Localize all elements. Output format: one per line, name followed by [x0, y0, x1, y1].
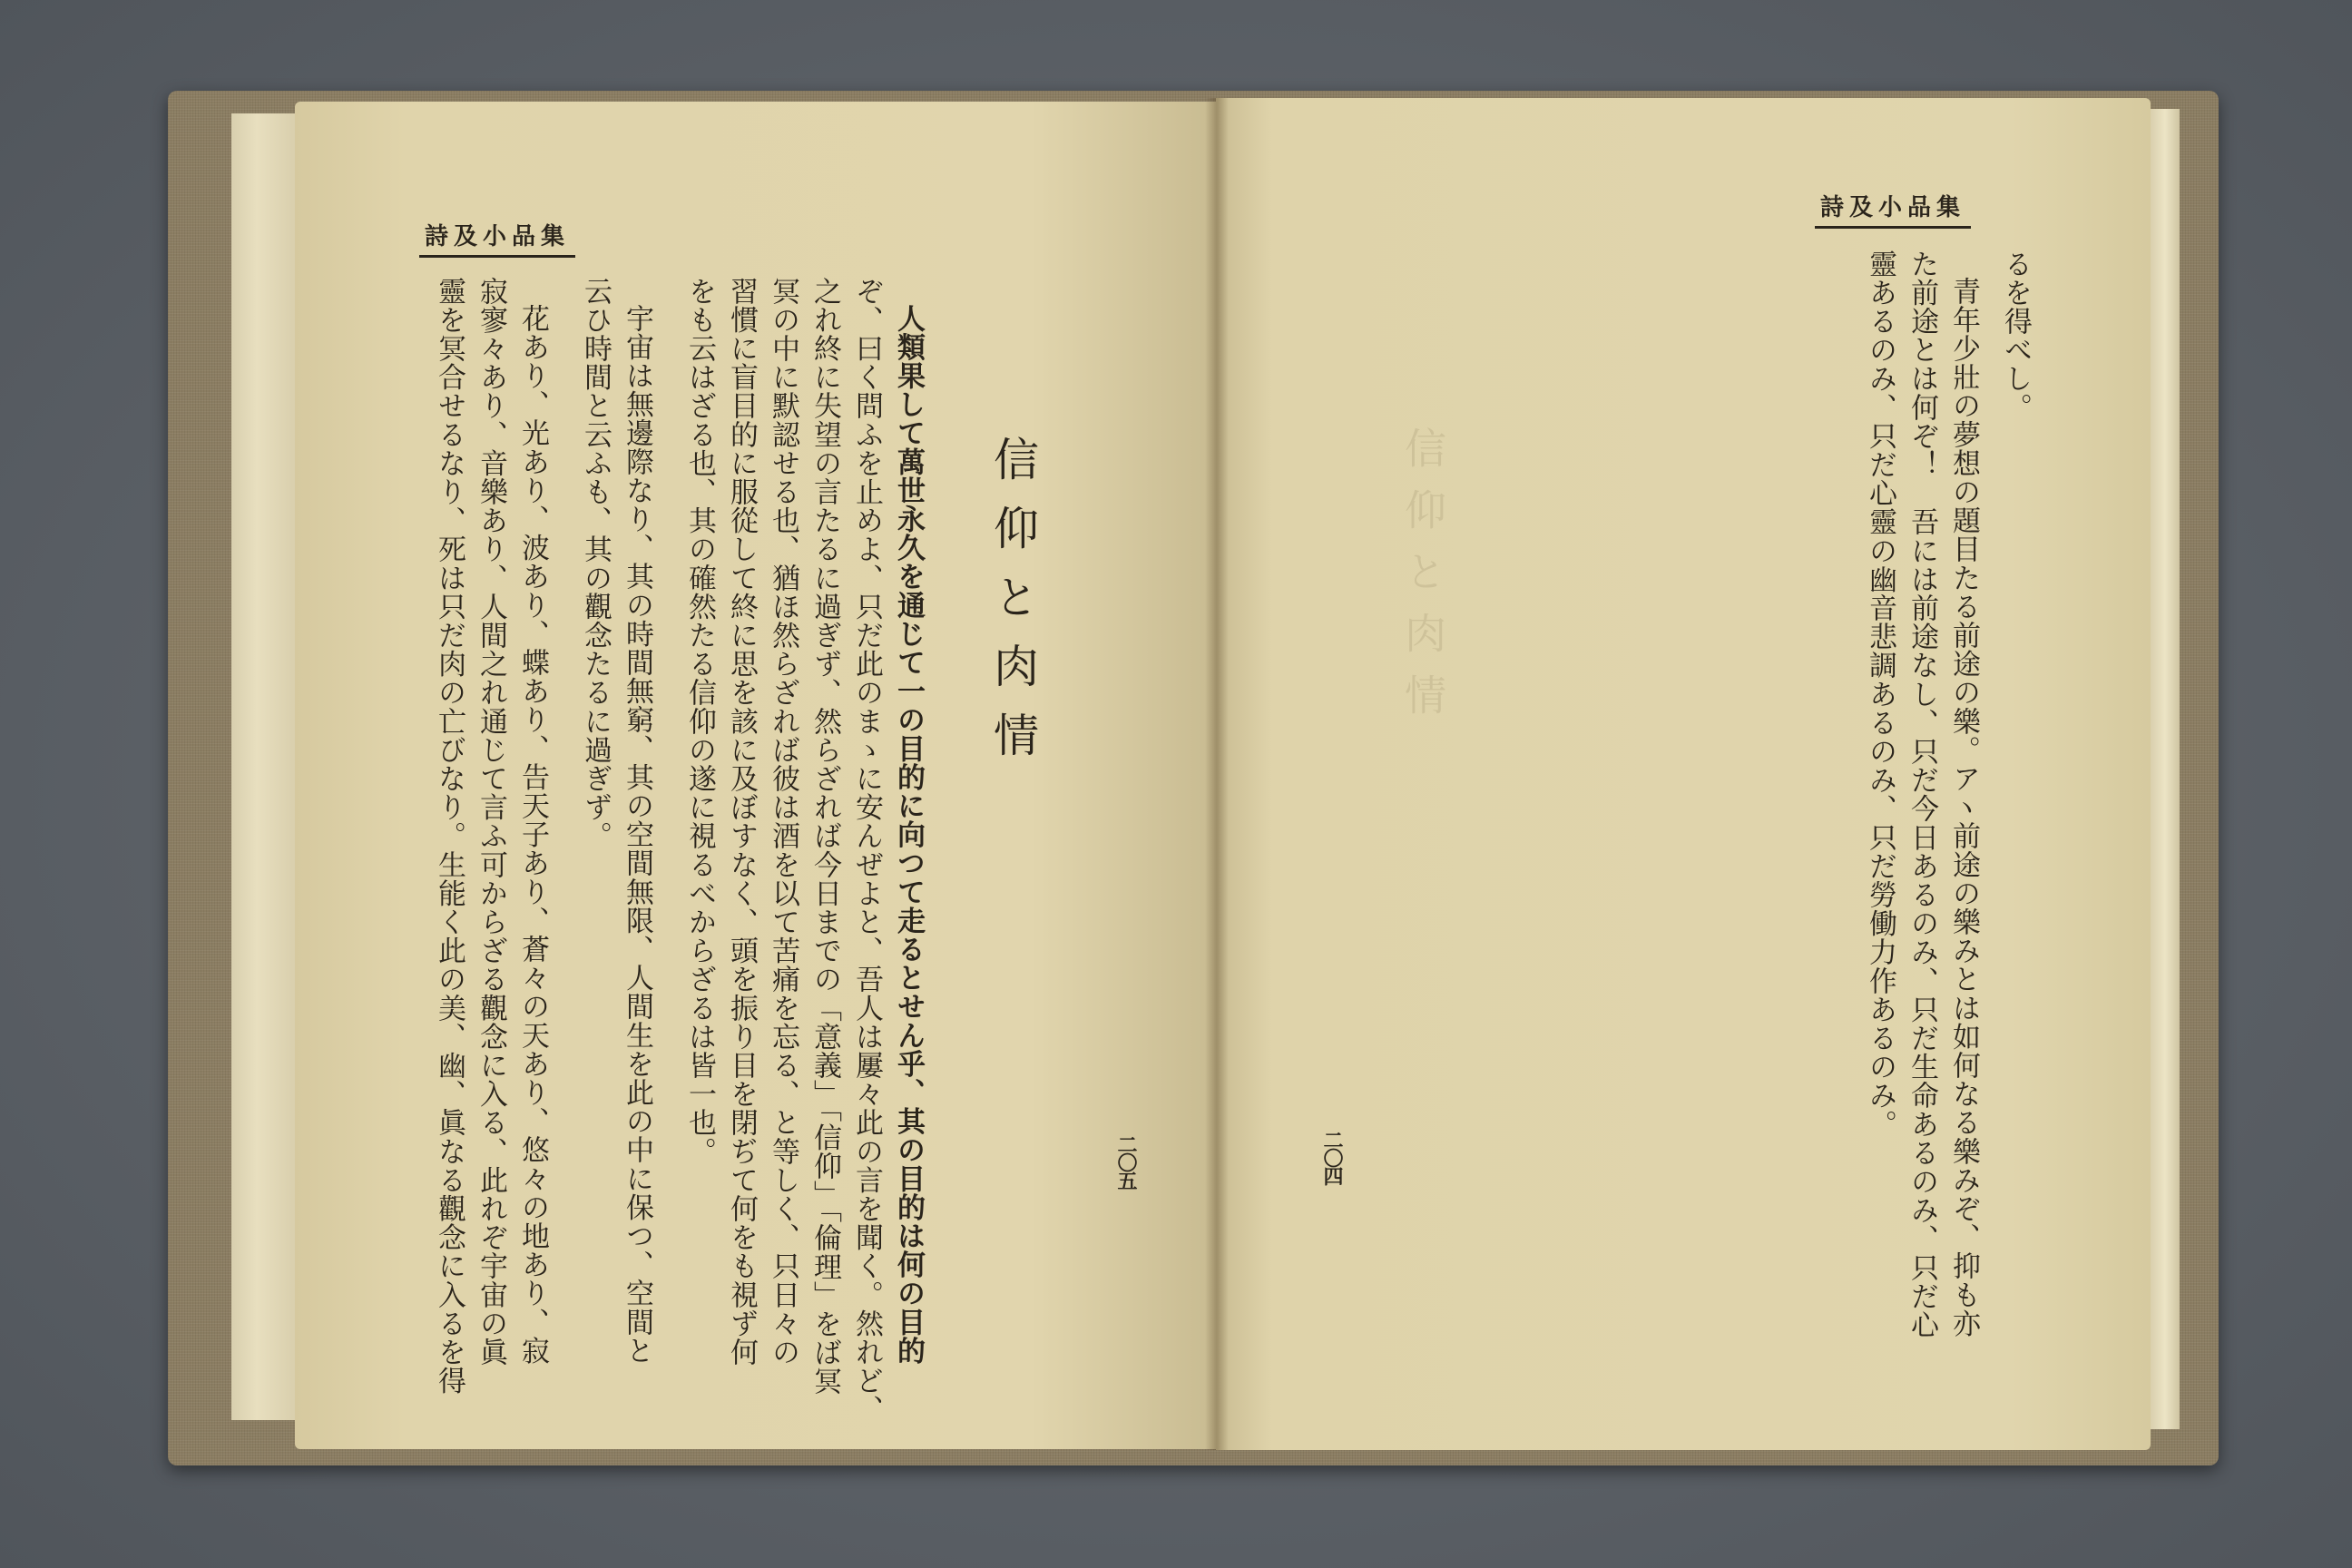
- book-gutter: [1205, 98, 1229, 1450]
- text-column: るを得べし。: [1999, 250, 2032, 422]
- text-column: 冥の中に默認せる也、猶ほ然らざれば彼は酒を以て苦痛を忘る、と等しく、只日々の: [767, 277, 799, 1367]
- text-column: 青年少壯の夢想の題目たる前途の樂。アヽ前途の樂みとは如何なる樂みぞ、抑も亦: [1947, 277, 1980, 1338]
- text-column: 云ひ時間と云ふも、其の觀念たるに過ぎず。: [579, 277, 612, 850]
- text-column: 之れ終に失望の言たるに過ぎず、然らざれば今日までの「意義」「信仰」「倫理」をば冥: [808, 277, 841, 1396]
- text-column: 花あり、光あり、波あり、蝶あり、告天子あり、蒼々の天あり、悠々の地あり、寂: [516, 304, 549, 1366]
- text-column: をも云はざる也、其の確然たる信仰の遂に視るべからざるは皆一也。: [683, 277, 716, 1166]
- text-column: 習慣に盲目的に服從して終に思を該に及ぼすなく、頭を振り目を閉ぢて何をも視ず何: [725, 277, 758, 1367]
- page-edges-right: [2151, 109, 2180, 1429]
- page-edges-left: [231, 113, 296, 1420]
- text-column: 靈あるのみ、只だ心靈の幽音悲調あるのみ、只だ勞働力作あるのみ。: [1864, 250, 1896, 1139]
- running-head-left: 詩及小品集: [419, 218, 575, 258]
- section-title: 信仰と肉情: [986, 436, 1039, 780]
- text-column: た前途とは何ぞ！ 吾には前途なし、只だ今日あるのみ、只だ生命あるのみ、只だ心: [1906, 250, 1938, 1339]
- text-column: ぞ、曰く問ふを止めよ、只だ此のまゝに安んぜよと、吾人は屢々此の言を聞く。然れど、: [850, 277, 883, 1424]
- running-head-right: 詩及小品集: [1815, 189, 1971, 229]
- text-column: 宇宙は無邊際なり、其の時間無窮、其の空間無限、人間生を此の中に保つ、空間と: [621, 304, 653, 1366]
- page-number-right: 二〇四: [1320, 1130, 1343, 1184]
- show-through-text: 信仰と肉情: [1398, 426, 1447, 735]
- text-column: 人類果して萬世永久を通じて一の目的に向つて走るとせん乎、其の目的は何の目的: [892, 304, 925, 1366]
- text-column: 寂寥々あり、音樂あり、人間之れ通じて言ふ可からざる觀念に入る、此れぞ宇宙の眞: [475, 277, 507, 1367]
- page-number-left: 二〇五: [1114, 1134, 1137, 1189]
- text-column: 靈を冥合せるなり、死は只だ肉の亡びなり。生能く此の美、幽、眞なる觀念に入るを得: [433, 277, 466, 1396]
